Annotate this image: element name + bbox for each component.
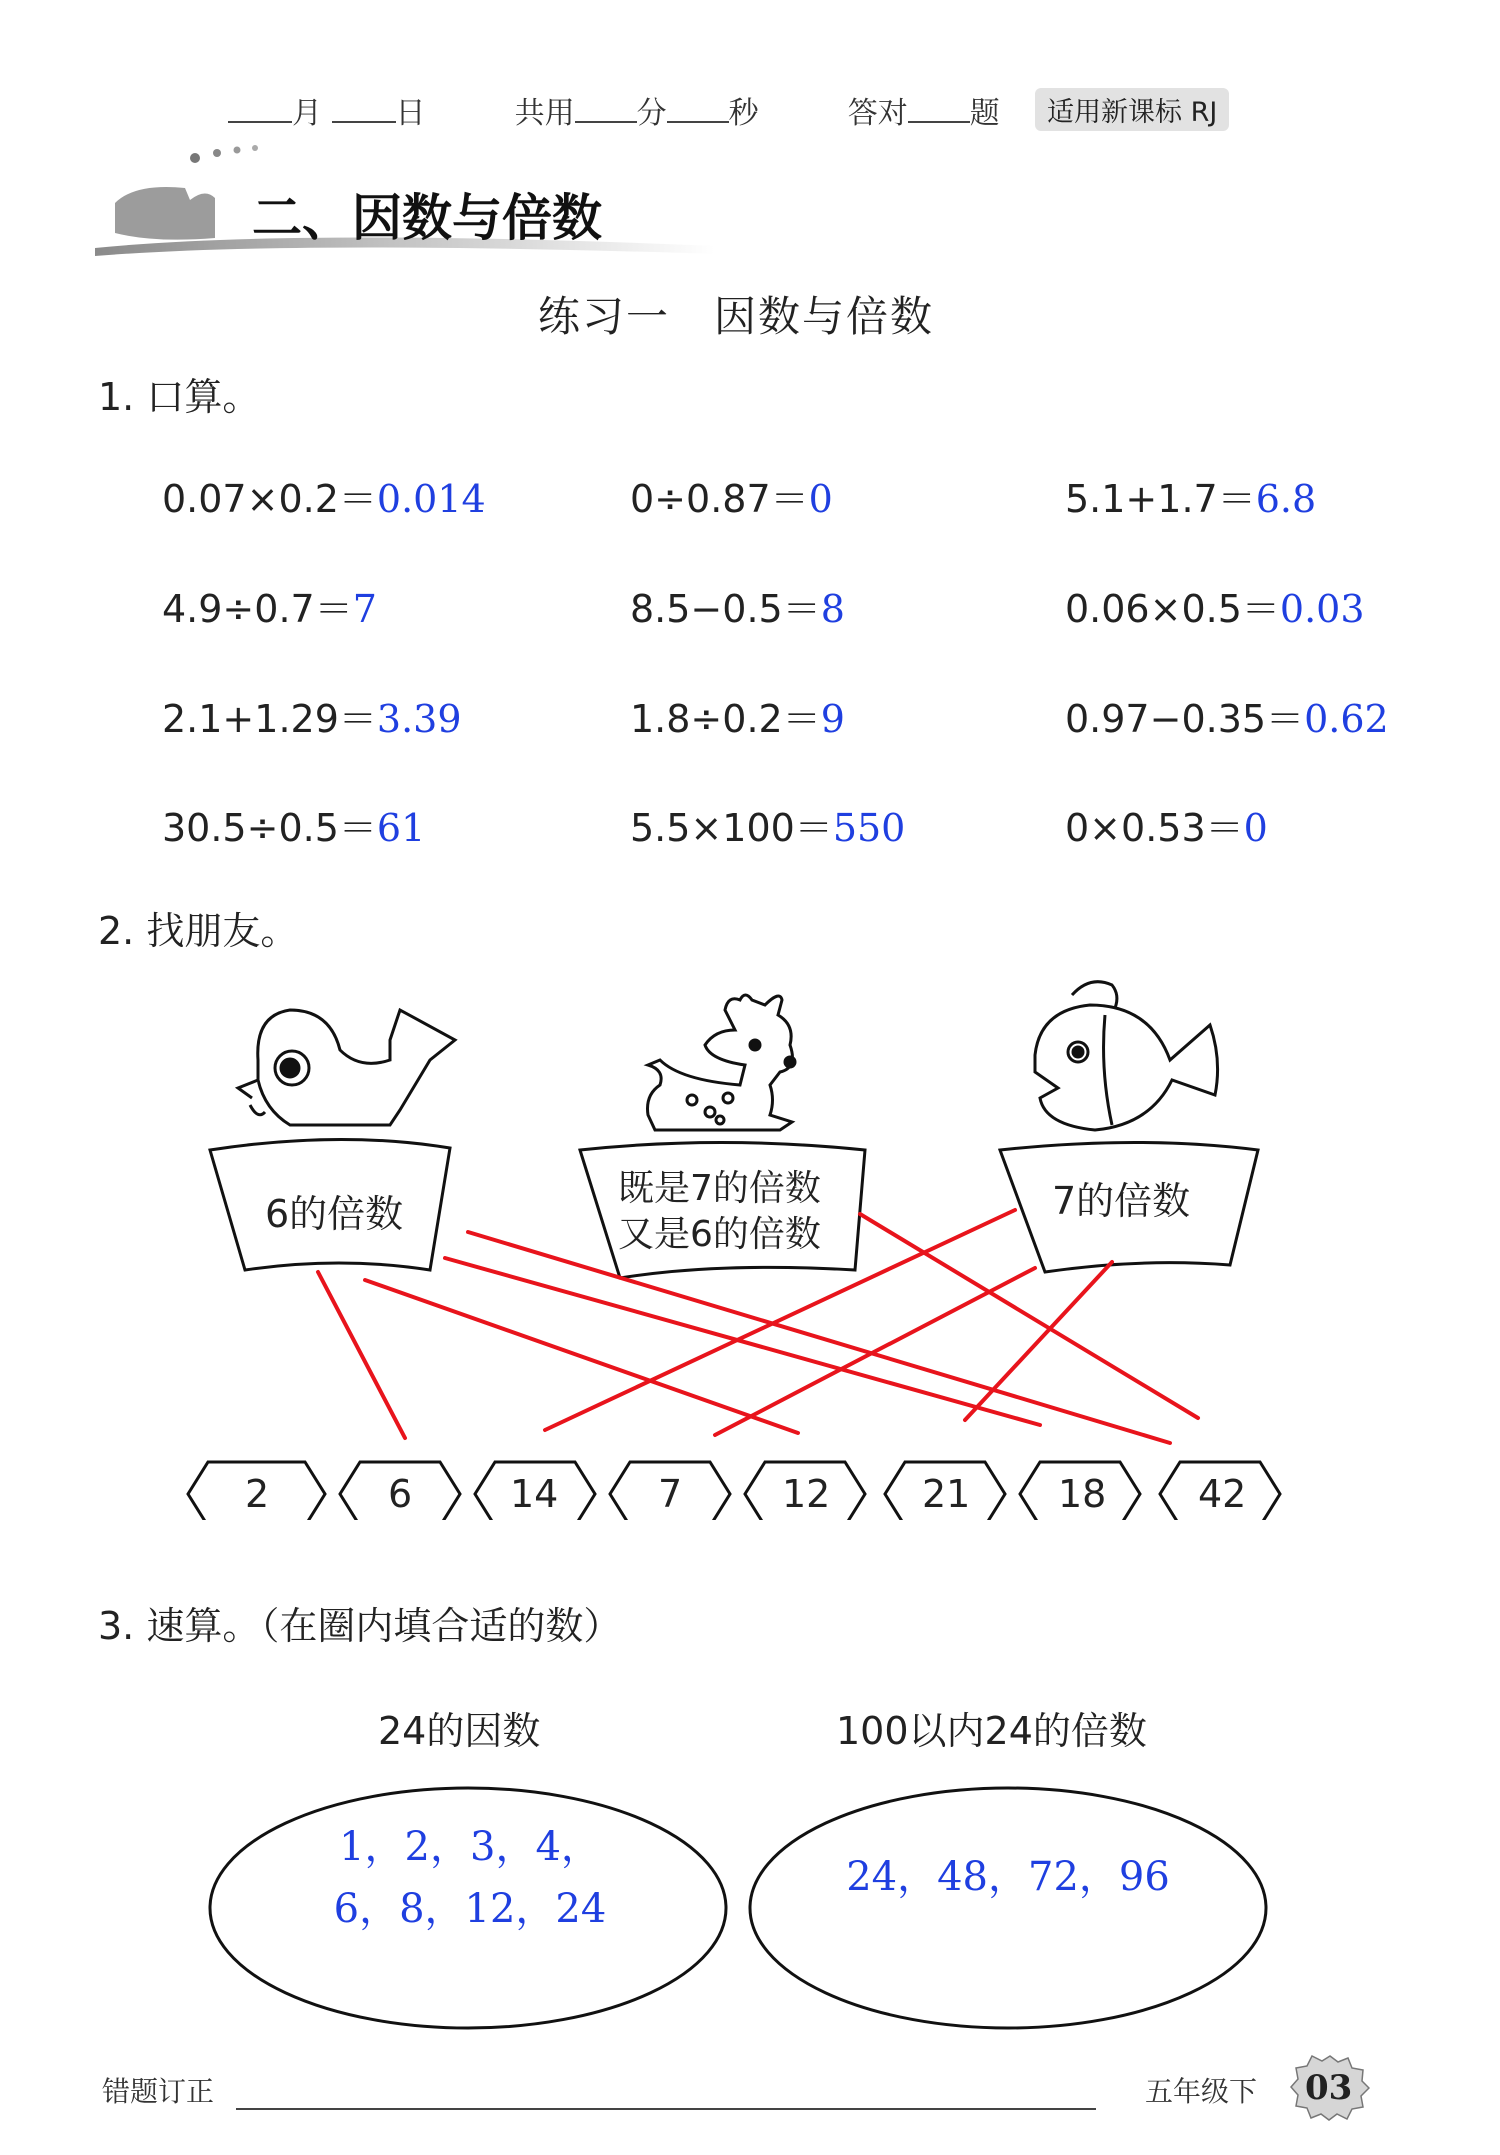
- multiples-answer[interactable]: 24，48，72，96: [846, 1854, 1170, 1900]
- deer-icon: [648, 995, 796, 1130]
- equation-r4c3: 0×0.53＝0: [1065, 806, 1268, 850]
- hexagon-label-14[interactable]: 14: [510, 1472, 559, 1516]
- question-3-title: 3. 速算。（在圈内填合适的数）: [98, 1604, 622, 1648]
- factors-answer-line1: 1，2，3，4，: [339, 1824, 601, 1870]
- second-label: 秒: [728, 96, 759, 131]
- factors-answer[interactable]: [295, 1816, 645, 1940]
- question-1-title: 1. 口算。: [98, 375, 261, 419]
- month-label: 月: [292, 96, 322, 131]
- fish-icon: [1035, 982, 1218, 1130]
- second-blank[interactable]: [667, 95, 729, 123]
- sign-common-line1: 既是7的倍数: [618, 1168, 821, 1209]
- edition-tag: 适用新课标 RJ: [1035, 88, 1229, 131]
- hexagon-label-18[interactable]: 18: [1058, 1472, 1107, 1516]
- factors-of-24-label: 24的因数: [378, 1709, 541, 1753]
- answer: 61: [376, 806, 426, 850]
- factors-answer-line2: 6，8，12，24: [333, 1886, 607, 1932]
- minute-blank[interactable]: [575, 95, 637, 123]
- day-label: 日: [395, 96, 426, 131]
- equation-r3c2: 1.8÷0.2＝9: [630, 697, 845, 741]
- multiples-ellipse: [750, 1788, 1266, 2028]
- page-number: 03: [1305, 2068, 1353, 2108]
- hexagon-row: [188, 1462, 1280, 1520]
- line-6mult-to-12: [365, 1280, 798, 1433]
- equation-r3c1: 2.1+1.29＝3.39: [162, 697, 462, 741]
- hexagon-label-12[interactable]: 12: [782, 1472, 831, 1516]
- multiples-of-24-label: 100以内24的倍数: [836, 1709, 1147, 1753]
- time-used-label: 共用: [514, 96, 575, 131]
- sign-6-multiples-label: 6的倍数: [265, 1192, 404, 1236]
- hexagon-label-6[interactable]: 6: [388, 1472, 413, 1516]
- chapter-title: 二、因数与倍数: [252, 188, 602, 247]
- equation-r4c2: 5.5×100＝550: [630, 806, 906, 850]
- bird-icon: [238, 1010, 455, 1125]
- day-blank[interactable]: [332, 95, 396, 123]
- answer: 8: [820, 587, 845, 631]
- equation-r2c2: 8.5−0.5＝8: [630, 587, 845, 631]
- equation-r1c1: 0.07×0.2＝0.014: [162, 477, 486, 521]
- equation-r2c3: 0.06×0.5＝0.03: [1065, 587, 1365, 631]
- hexagon-label-42[interactable]: 42: [1198, 1472, 1247, 1516]
- line-7mult-to-21: [965, 1262, 1112, 1420]
- equation-r2c1: 4.9÷0.7＝7: [162, 587, 377, 631]
- answer: 0: [1243, 806, 1268, 850]
- grade-label: 五年级下: [1145, 2075, 1258, 2108]
- sign-common-line2: 又是6的倍数: [618, 1214, 821, 1255]
- sign-7-multiples-label: 7的倍数: [1052, 1179, 1191, 1223]
- correct-blank[interactable]: [908, 95, 970, 123]
- hexagon-label-2[interactable]: 2: [245, 1472, 270, 1516]
- answer: 0.62: [1304, 697, 1389, 741]
- line-6mult-to-6: [318, 1272, 405, 1438]
- equation-r1c3: 5.1+1.7＝6.8: [1065, 477, 1317, 521]
- equation-r1c2: 0÷0.87＝0: [630, 477, 833, 521]
- equation-r3c3: 0.97−0.35＝0.62: [1065, 697, 1389, 741]
- answer: 3.39: [376, 697, 462, 741]
- question-label: 题: [969, 96, 1000, 131]
- answer: 550: [832, 806, 906, 850]
- answer: 9: [820, 697, 845, 741]
- equation-r4c1: 30.5÷0.5＝61: [162, 806, 426, 850]
- answer: 7: [352, 587, 377, 631]
- hexagon-label-7[interactable]: 7: [658, 1472, 683, 1516]
- hexagon-label-21[interactable]: 21: [922, 1472, 971, 1516]
- correct-label: 答对: [847, 96, 908, 131]
- month-blank[interactable]: [228, 95, 292, 123]
- correction-line[interactable]: [236, 2108, 1096, 2110]
- exercise-title: 练习一 因数与倍数: [538, 292, 935, 341]
- correction-label: 错题订正: [102, 2075, 215, 2108]
- answer: 0.014: [376, 477, 486, 521]
- header-fields: [228, 88, 1000, 132]
- minute-label: 分: [636, 96, 667, 131]
- answer: 6.8: [1255, 477, 1317, 521]
- answer: 0.03: [1279, 587, 1365, 631]
- question-2-title: 2. 找朋友。: [98, 909, 299, 953]
- answer: 0: [808, 477, 833, 521]
